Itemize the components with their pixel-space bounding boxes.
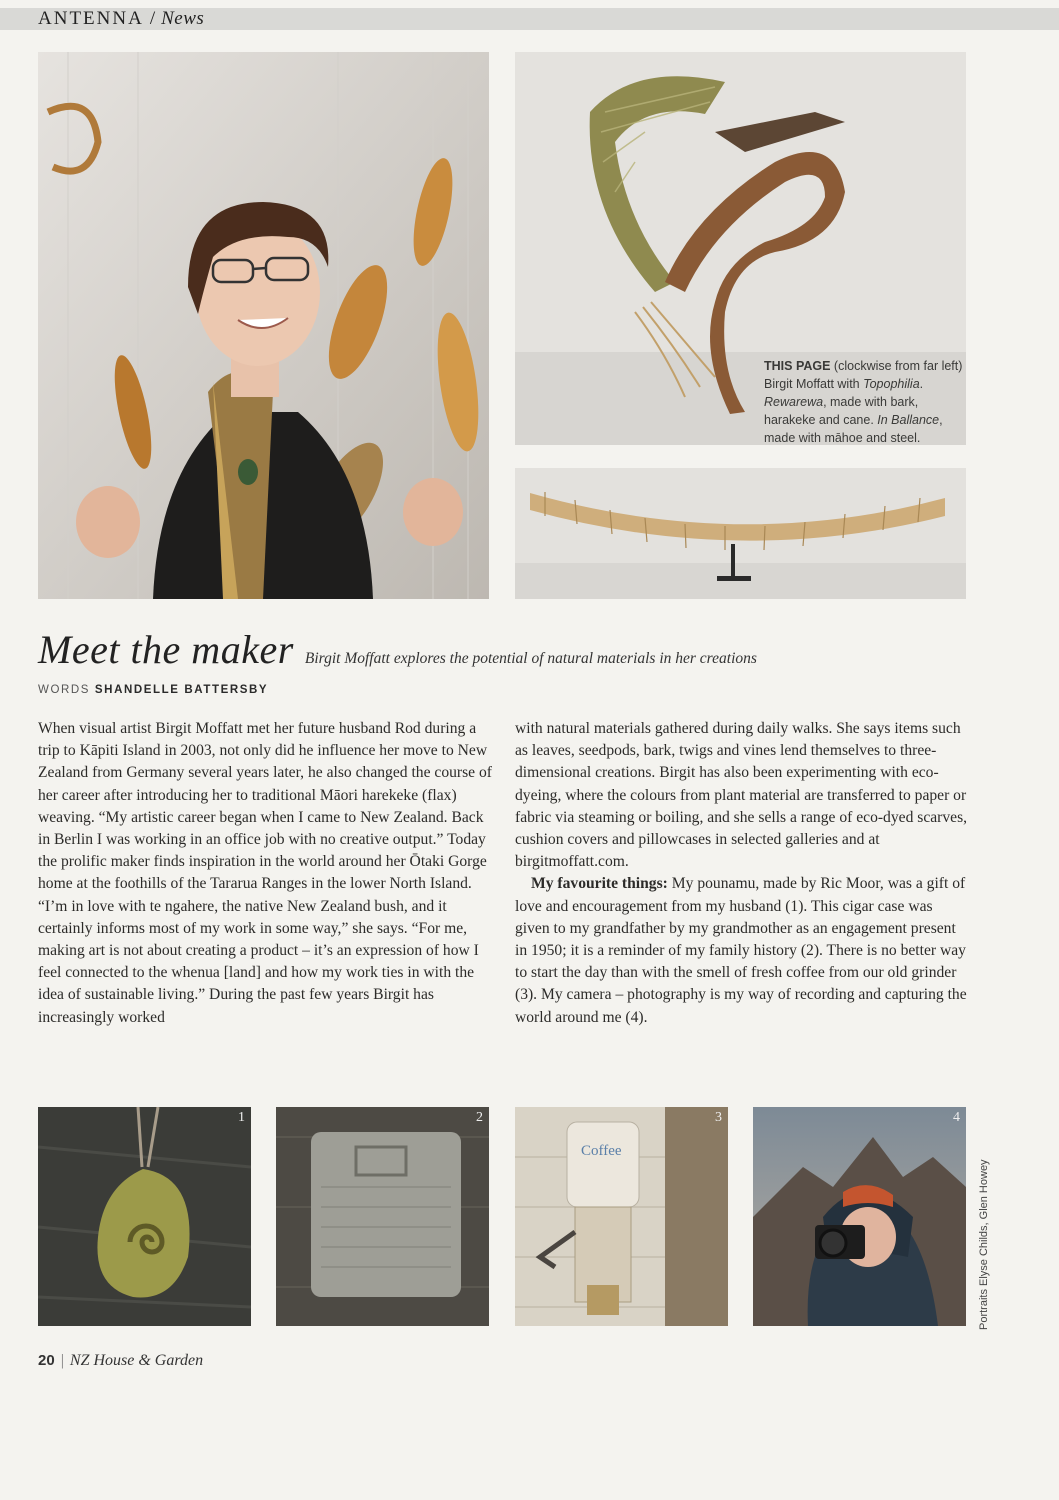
article-column-left [38,718,493,1029]
caption-artwork-title: Topophilia [863,377,920,391]
article-paragraph: When visual artist Birgit Moffatt met her future husband Rod during a trip to Kāpiti Island in 2003, not only did he influence her move to New Zealand from Germany several years later, he also changed the course of her career after introducing her to traditional Māori harekeke (flax) weaving. “My artistic career began when I came to New Zealand. Back in Berlin I was working in an office job with no creative output.” Today the prolific maker finds inspiration in the world around her Ōtaki Gorge home at the foothills of the Tararua Ranges in the lower North Island. “I’m in love with te ngahere, the native New Zealand bush, and it certainly informs most of my work in some way,” she says. “For me, making art is not about creating a product – it’s an expression of how I feel connected to the whenua [land] and how my work ties in with the idea of sustainable living.” During the past few years Birgit has increasingly worked [38,720,492,1026]
portrait-photo [38,52,489,599]
caption-text: , made with māhoe and steel. [764,413,943,445]
section-header [38,8,204,30]
sculpture-photo-in-ballance [515,468,966,599]
thumbnail-coffee-grinder [515,1107,728,1326]
favourites-text: My pounamu, made by Ric Moor, was a gift of love and encouragement from my husband (1). This cigar case was given to my grandfather by my grandmother as an engagement present in 1950; it is a reminder of my family history (2). There is no better way to start the day than with the smell of fresh coffee from our old grinder (3). My camera – photography is my way of recording and capturing the world around me (4). [515,875,967,1026]
thumbnail-pounamu [38,1107,251,1326]
caption-text: , made with bark, harakeke and cane. [764,395,919,427]
subsection-name: News [161,8,205,29]
article-headline [38,626,978,673]
footer-separator: | [60,1352,64,1369]
thumbnail-number: 1 [238,1110,245,1125]
article-column-right [515,718,970,1029]
cigar-case-icon [276,1107,489,1326]
caption-text: . [919,377,924,391]
magazine-name: NZ House & Garden [69,1352,204,1369]
headline-title: Meet the maker [38,627,294,672]
thumbnail-number: 2 [476,1110,483,1125]
byline-author: SHANDELLE BATTERSBY [94,684,269,696]
thumbnail-number: 4 [953,1110,960,1125]
caption-text: (clockwise from far left) Birgit Moffatt with [764,359,963,391]
favourites-lead: My favourite things: [531,875,668,893]
page-footer [38,1352,203,1370]
caption-lead: THIS PAGE [764,359,831,373]
caption-artwork-title: In Ballance [877,413,940,427]
grinder-label: Coffee [581,1143,622,1159]
byline [38,684,268,696]
page-number: 20 [38,1352,55,1369]
thumbnail-cigar-case [276,1107,489,1326]
byline-label: WORDS [38,684,91,696]
section-separator: / [149,8,156,29]
photo-credit: Portraits Elyse Childs, Glen Howey [978,1159,990,1330]
favourites-paragraph [515,873,970,1028]
pounamu-pendant-icon [38,1107,251,1326]
section-name: ANTENNA [38,8,144,29]
thumbnail-number: 3 [715,1110,722,1125]
photo-caption [764,357,964,447]
thumbnail-camera-portrait [753,1107,966,1326]
caption-artwork-title: Rewarewa [764,395,824,409]
camera-icon [753,1107,966,1326]
headline-deck: Birgit Moffatt explores the potential of natural materials in her creations [304,650,757,667]
article-paragraph: with natural materials gathered during daily walks. She says items such as leaves, seedpods, bark, twigs and vines lend themselves to three-dimensional creations. Birgit has also been experimenting with eco-dyeing, where the colours from plant material are transferred to paper or fabric via steaming or boiling, and she sells a range of eco-dyed scarves, cushion covers and pillowcases in selected galleries and at birgitmoffatt.com. [515,720,968,871]
coffee-grinder-icon [515,1107,728,1326]
